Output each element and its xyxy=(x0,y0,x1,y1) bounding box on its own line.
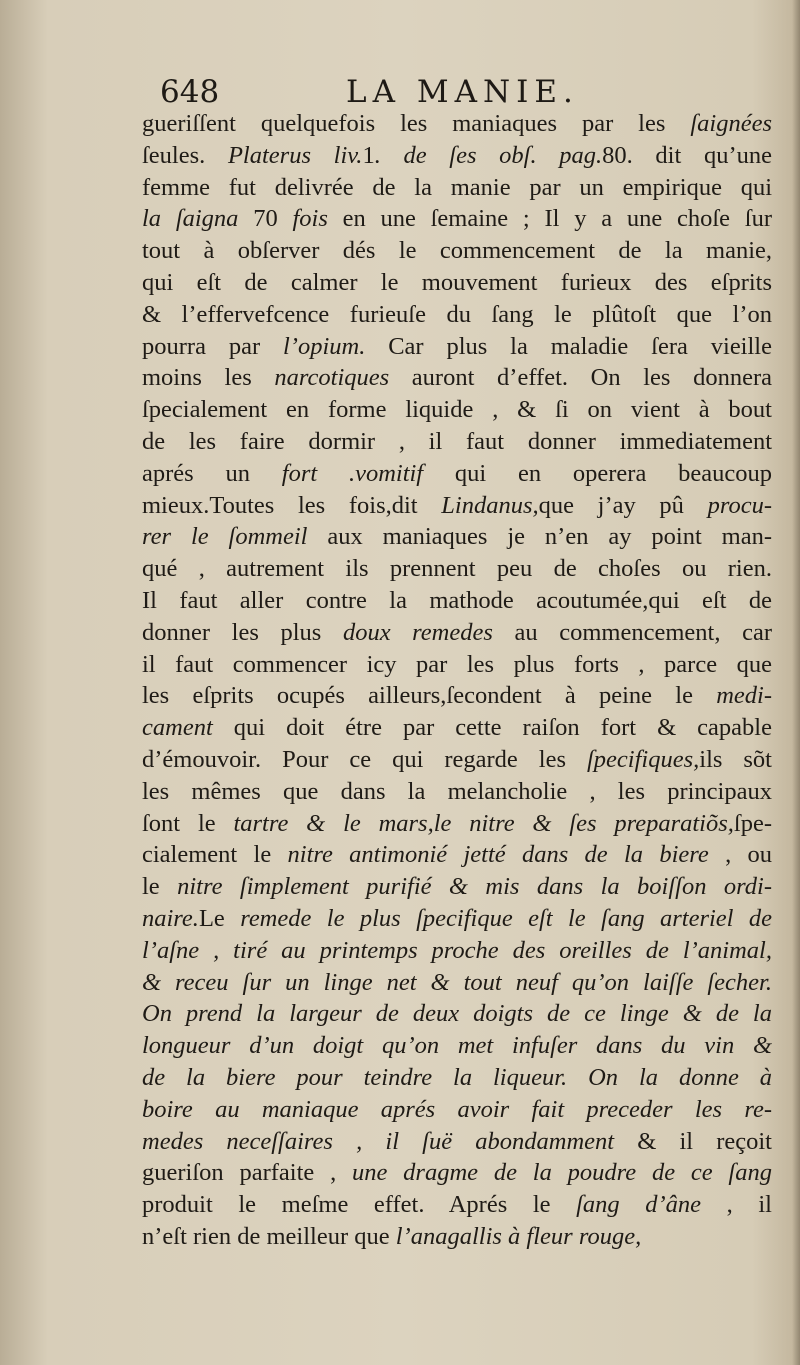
text-run: aprés un xyxy=(142,459,282,487)
text-line xyxy=(142,490,772,522)
text-run: de les faire dormir , il faut donner immediatement xyxy=(142,427,772,455)
text-line xyxy=(142,585,772,617)
text-line xyxy=(142,235,772,267)
text-run: ils sõt xyxy=(699,745,772,773)
text-run: ſpecialement en forme liquide , & ſi on vient à bout xyxy=(142,396,772,424)
text-run: 70 xyxy=(238,205,293,233)
text-line xyxy=(142,140,772,172)
italic-text-run: ſpecifiques, xyxy=(587,745,700,773)
text-run: les mêmes que dans la melancholie , les principaux xyxy=(142,777,772,805)
text-line xyxy=(142,712,772,744)
text-line xyxy=(142,967,772,999)
page-gutter-shadow xyxy=(792,0,800,1365)
text-line xyxy=(142,1189,772,1221)
text-run: ſeules. xyxy=(142,141,228,169)
text-line xyxy=(142,839,772,871)
italic-text-run: remede le plus ſpecifique eſt le ſang arteriel de xyxy=(240,904,773,932)
text-run: mieux.Toutes les fois,dit xyxy=(142,491,442,519)
text-line xyxy=(142,1221,772,1253)
italic-text-run: doux remedes xyxy=(342,618,493,646)
text-line xyxy=(142,458,772,490)
italic-text-run: fois xyxy=(292,205,328,233)
text-line xyxy=(142,903,772,935)
text-run: au commencement, car xyxy=(492,618,772,646)
text-line xyxy=(142,744,772,776)
italic-text-run: nitre ſimplement purifié & mis dans la boiſſon ordi- xyxy=(177,873,772,901)
italic-text-run: . de ſes obſ. pag. xyxy=(374,141,603,169)
text-run: , ou xyxy=(708,841,772,869)
italic-text-run: ſaignées xyxy=(690,110,772,137)
text-run: donner les plus xyxy=(142,618,343,646)
text-run: femme fut delivrée de la manie par un empirique qui xyxy=(142,173,772,201)
text-line xyxy=(142,331,772,363)
text-run: n’eſt rien de meilleur que xyxy=(142,1222,396,1250)
text-line xyxy=(142,871,772,903)
text-line xyxy=(142,267,772,299)
running-title: LA MANIE. xyxy=(346,74,579,110)
text-run: qui doit étre par cette raiſon fort & capable xyxy=(212,714,772,742)
text-line xyxy=(142,998,772,1030)
text-run: le xyxy=(142,873,178,901)
text-run: ſont le xyxy=(142,809,234,837)
italic-text-run: rer le ſommeil xyxy=(142,523,308,551)
text-run: & l’effervefcence furieuſe du ſang le plûtoſt que l’on xyxy=(142,300,772,328)
text-line xyxy=(142,394,772,426)
italic-text-run: nitre antimonié jetté dans de la biere xyxy=(287,841,709,869)
body-text xyxy=(142,108,772,1253)
italic-text-run: une dragme de la poudre de ce ſang xyxy=(352,1159,772,1187)
text-run: qué , autrement ils prennent peu de choſes ou rien. xyxy=(142,555,772,583)
italic-text-run: Lindanus, xyxy=(441,491,539,519)
text-run: aux maniaques je n’en ay point man- xyxy=(307,523,772,551)
text-line xyxy=(142,362,772,394)
text-line xyxy=(142,680,772,712)
text-run: tout à obſerver dés le commencement de la manie, xyxy=(142,237,772,265)
italic-text-run: narcotiques xyxy=(274,364,390,392)
italic-text-run: l’anagallis à fleur rouge, xyxy=(395,1222,642,1250)
text-line xyxy=(142,203,772,235)
italic-text-run: tartre & le mars,le nitre & ſes preparatiõs, xyxy=(233,809,734,837)
italic-text-run: fort .vomitif xyxy=(281,459,424,487)
text-run: moins les xyxy=(142,364,275,392)
text-line xyxy=(142,1062,772,1094)
text-line xyxy=(142,553,772,585)
text-run: auront d’effet. On les donnera xyxy=(389,364,772,392)
italic-text-run: l’aſne , tiré au printemps proche des oreilles de l’animal, xyxy=(142,936,772,964)
text-run: Car plus la maladie ſera vieille xyxy=(365,332,772,360)
page-number: 648 xyxy=(160,74,220,110)
text-run: pourra par xyxy=(142,332,283,360)
text-line xyxy=(142,1094,772,1126)
text-run: en une ſemaine ; Il y a une choſe ſur xyxy=(327,205,773,233)
text-run: gueriſſent quelquefois les maniaques par les xyxy=(142,110,691,137)
text-run: Il faut aller contre la mathode acoutumée,qui eſt de xyxy=(142,586,772,614)
text-run: qui en operera beaucoup xyxy=(423,459,772,487)
text-run: 1 xyxy=(362,141,375,169)
italic-text-run: Platerus liv. xyxy=(227,141,363,169)
text-line xyxy=(142,521,772,553)
text-line xyxy=(142,935,772,967)
text-line xyxy=(142,649,772,681)
italic-text-run: la ſaigna xyxy=(142,205,239,233)
text-run: Le xyxy=(198,904,241,932)
italic-text-run: longueur d’un doigt qu’on met infuſer dans du vin & xyxy=(142,1032,772,1060)
text-line xyxy=(142,299,772,331)
text-line xyxy=(142,1157,772,1189)
text-run: les eſprits ocupés ailleurs,ſecondent à peine le xyxy=(142,682,717,710)
text-run: cialement le xyxy=(142,841,288,869)
text-line xyxy=(142,426,772,458)
text-line xyxy=(142,617,772,649)
text-line xyxy=(142,108,772,140)
text-run: , il xyxy=(701,1191,772,1219)
italic-text-run: naire. xyxy=(142,904,199,932)
text-line xyxy=(142,1126,772,1158)
italic-text-run: medes neceſſaires , il ſuë abondamment xyxy=(142,1127,615,1155)
italic-text-run: l’opium. xyxy=(282,332,366,360)
text-run: & il reçoit xyxy=(614,1127,772,1155)
text-run: ſpe- xyxy=(733,809,772,837)
text-line xyxy=(142,808,772,840)
text-run: 80. dit qu’une xyxy=(602,141,772,169)
text-line xyxy=(142,172,772,204)
italic-text-run: cament xyxy=(142,714,213,742)
text-run: produit le meſme effet. Aprés le xyxy=(142,1191,577,1219)
text-run: qui eſt de calmer le mouvement furieux des eſprits xyxy=(142,268,772,296)
italic-text-run: ſang d’âne xyxy=(576,1191,702,1219)
italic-text-run: On prend la largeur de deux doigts de ce linge & de la xyxy=(142,1000,772,1028)
italic-text-run: & receu ſur un linge net & tout neuf qu’on laiſſe ſecher. xyxy=(142,968,772,996)
italic-text-run: procu- xyxy=(707,491,772,519)
italic-text-run: boire au maniaque aprés avoir fait preceder les re- xyxy=(142,1095,772,1123)
text-run: d’émouvoir. Pour ce qui regarde les xyxy=(142,745,587,773)
italic-text-run: de la biere pour teindre la liqueur. On la donne à xyxy=(142,1063,772,1091)
text-run: gueriſon parfaite , xyxy=(142,1159,352,1187)
text-run: que j’ay pû xyxy=(538,491,708,519)
text-line xyxy=(142,1030,772,1062)
text-line xyxy=(142,776,772,808)
italic-text-run: medi- xyxy=(716,682,772,710)
text-run: il faut commencer icy par les plus forts , parce que xyxy=(142,650,772,678)
